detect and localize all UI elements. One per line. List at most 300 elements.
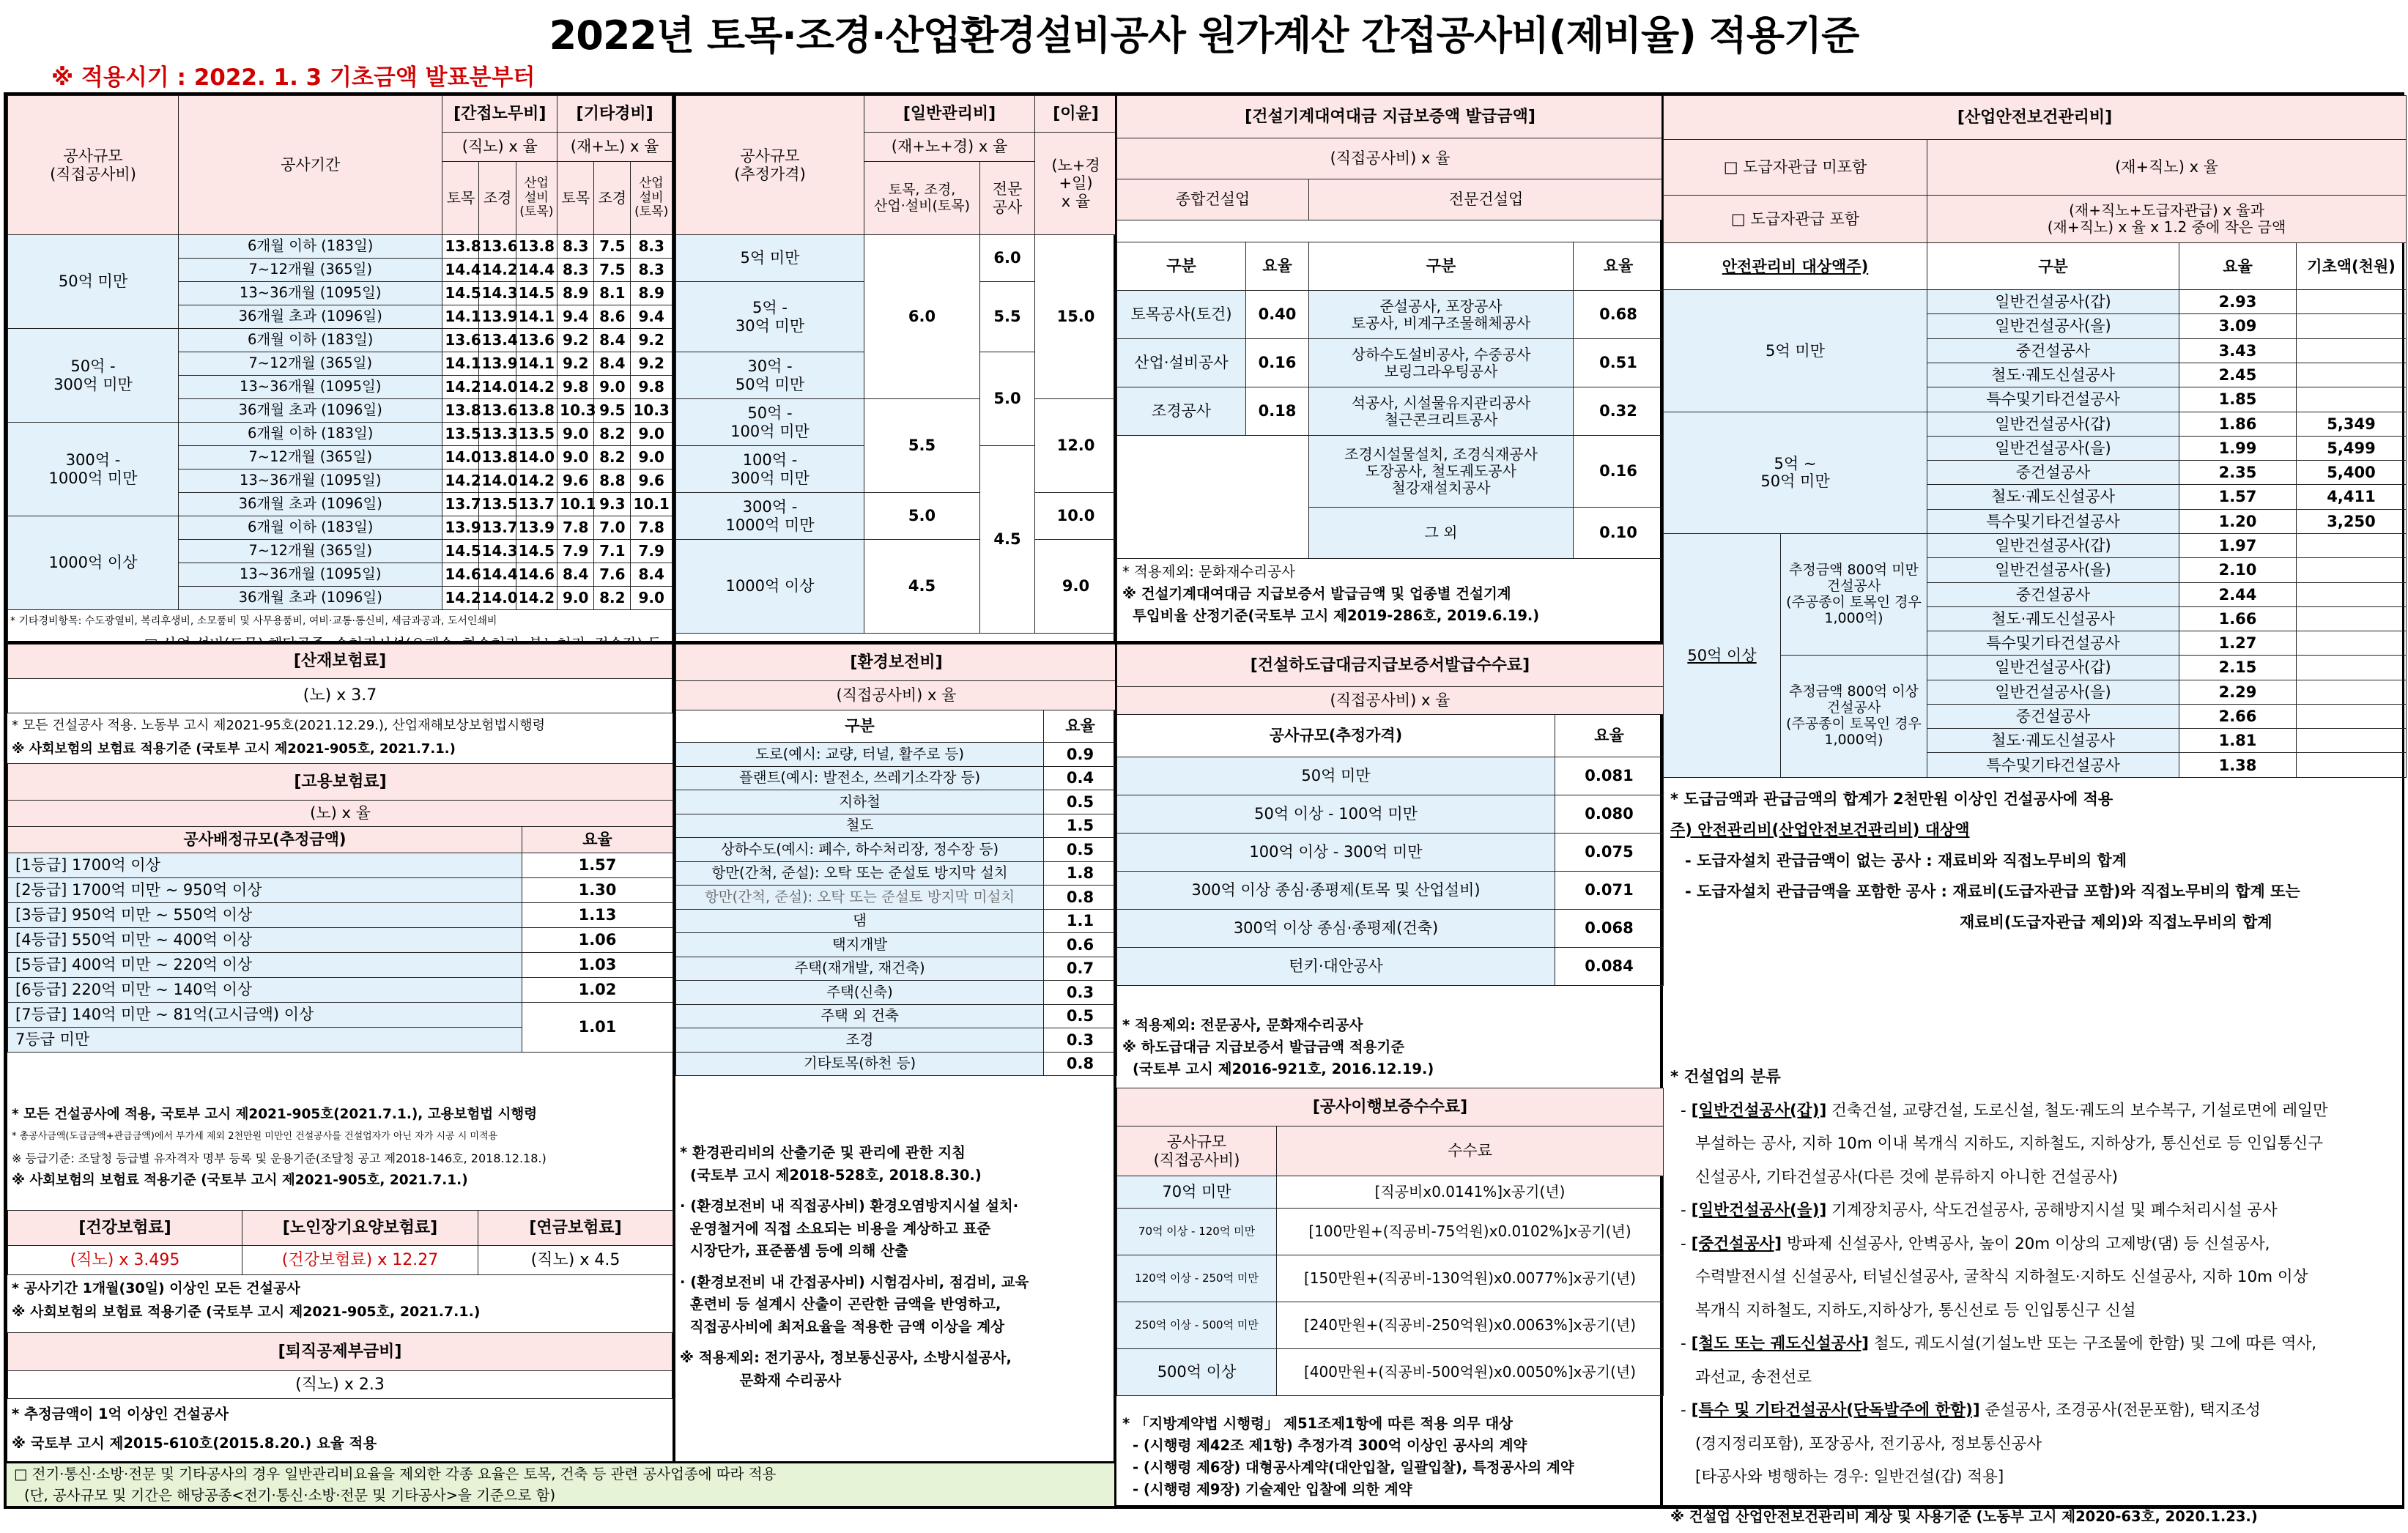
rate-cell: 14.4 xyxy=(479,563,516,587)
subcontract-formula: (직접공사비) x 율 xyxy=(1117,687,1664,715)
specialty-type: 조경시설물설치, 조경식재공사 도장공사, 철도궤도공사 철강재설치공사 xyxy=(1309,436,1574,508)
header-profit: [이윤] xyxy=(1035,96,1117,133)
base-cell xyxy=(2297,533,2407,557)
rate-cell: 14.2 xyxy=(442,469,479,493)
grade-cell: 7등급 미만 xyxy=(8,1028,522,1053)
rate-cell: 9.0 xyxy=(631,587,673,610)
rate-cell: 2.15 xyxy=(2179,656,2297,680)
employment-note-4: ※ 사회보험의 보험료 적용기준 (국토부 고시 제2021-905호, 2021.7.1.) xyxy=(12,1170,547,1192)
rate-cell: 8.4 xyxy=(631,563,673,587)
rate-cell: 13.6 xyxy=(442,329,479,352)
rate-cell: 14.0 xyxy=(479,587,516,610)
specialty-rate: 5.5 xyxy=(980,282,1035,352)
type-cell: 철도·궤도신설공사 xyxy=(1927,485,2179,509)
rate-cell: 9.3 xyxy=(594,493,631,516)
classification-line xyxy=(1670,1161,2328,1195)
bond-title: [공사이행보증수수료] xyxy=(1117,1088,1664,1126)
env-rate-cell: 1.5 xyxy=(1044,814,1117,838)
table-row xyxy=(1117,242,1664,291)
scale-cell: 5억 - 30억 미만 xyxy=(676,282,864,352)
accident-note-2: ※ 사회보험의 보험료 적용기준 (국토부 고시 제2021-905호, 2021.7.1.) xyxy=(12,738,545,761)
bond-scale-cell: 70억 이상 - 120억 미만 xyxy=(1117,1209,1277,1255)
bond-fee-cell: [150만원+(직공비-130억원)x0.0077%]x공기(년) xyxy=(1277,1255,1664,1302)
subcontract-note-1: * 적용제외: 전문공사, 문화재수리공사 xyxy=(1122,1014,1434,1036)
base-cell xyxy=(2297,314,2407,338)
table-row xyxy=(676,645,1117,681)
rate-cell: 7.1 xyxy=(594,540,631,563)
table-row xyxy=(1664,290,2407,314)
period-cell: 36개월 초과 (1096일) xyxy=(179,305,442,329)
table-row xyxy=(676,540,1117,634)
base-cell: 5,349 xyxy=(2297,412,2407,436)
general-rate: 0.18 xyxy=(1246,387,1309,436)
formula-other-expense: (재+노) x 율 xyxy=(557,133,673,162)
rate-cell: 14.1 xyxy=(516,352,557,376)
base-cell xyxy=(2297,680,2407,704)
specialty-rate: 0.10 xyxy=(1574,508,1664,559)
header-specialty: 전문 공사 xyxy=(980,162,1035,235)
table-row xyxy=(676,790,1117,814)
accident-insurance-formula: (노) x 3.7 xyxy=(8,679,673,713)
table-row xyxy=(1664,533,2407,557)
header-col: 토목 xyxy=(557,162,594,235)
header-indirect-labor: [간접노무비] xyxy=(442,96,557,133)
environment-note xyxy=(680,1187,1029,1195)
specialty-rate: 0.16 xyxy=(1574,436,1664,508)
period-cell: 6개월 이하 (183일) xyxy=(179,329,442,352)
period-cell: 13~36개월 (1095일) xyxy=(179,282,442,305)
environment-note: 직접공사비에 최저요율을 적용한 금액 이상을 계상 xyxy=(680,1316,1029,1339)
environment-note: 훈련비 등 설계시 산출이 곤란한 금액을 반영하고, xyxy=(680,1293,1029,1316)
rate-cell: 14.5 xyxy=(516,540,557,563)
base-cell xyxy=(2297,656,2407,680)
grade-cell: [2등급] 1700억 미만 ~ 950억 이상 xyxy=(8,878,522,903)
subcontract-rate-cell: 0.084 xyxy=(1555,948,1664,986)
rate-cell: 14.1 xyxy=(516,305,557,329)
table-row xyxy=(1117,138,1664,179)
table-row xyxy=(676,981,1117,1005)
rate-cell: 8.6 xyxy=(594,305,631,329)
header-specialty-construction: 전문건설업 xyxy=(1309,179,1664,220)
env-type-cell: 항만(간척, 준설): 오탁 또는 준설토 방지막 설치 xyxy=(676,861,1044,886)
subcontract-rate-cell: 0.081 xyxy=(1555,757,1664,795)
table-row xyxy=(1117,948,1664,986)
rate-cell: 13.7 xyxy=(516,493,557,516)
subcontract-rate-cell: 0.068 xyxy=(1555,910,1664,948)
environment-note xyxy=(680,1338,1029,1347)
page-title: 2022년 토목·조경·산업환경설비공사 원가계산 간접공사비(제비율) 적용기준 xyxy=(0,0,2408,72)
base-cell xyxy=(2297,582,2407,606)
header-fee: 수수료 xyxy=(1277,1126,1664,1176)
footer-note xyxy=(6,1463,1115,1507)
header-scale: 공사규모 (직접공사비) xyxy=(1117,1126,1277,1176)
subcontract-scale-cell: 100억 이상 - 300억 미만 xyxy=(1117,834,1555,872)
environment-note: ※ 적용제외: 전기공사, 정보통신공사, 소방시설공사, xyxy=(680,1347,1029,1370)
formula-excl: (재+직노) x 율 xyxy=(1927,139,2407,195)
retirement-note-1: * 추정금액이 1억 이상인 건설공사 xyxy=(12,1400,377,1429)
classification-label: [중건설공사] xyxy=(1692,1235,1782,1253)
env-type-cell: 주택(신축) xyxy=(676,981,1044,1005)
general-type: 조경공사 xyxy=(1117,387,1246,436)
rate-cell: 9.0 xyxy=(631,446,673,469)
employment-insurance-formula: (노) x 율 xyxy=(8,801,673,827)
table-row xyxy=(1664,243,2407,290)
bond-note: * 「지방계약법 시행령」 제51조제1항에 따른 적용 의무 대상 xyxy=(1122,1413,1574,1435)
period-cell: 7~12개월 (365일) xyxy=(179,540,442,563)
env-type-cell: 택지개발 xyxy=(676,933,1044,957)
environment-note: · (환경보전비 내 직접공사비) 환경오염방지시설 설치· xyxy=(680,1195,1029,1218)
rate-cell: 8.8 xyxy=(594,469,631,493)
type-cell: 중건설공사 xyxy=(1927,704,2179,728)
subcontract-title: [건설하도급대금지급보증서발급수수료] xyxy=(1117,645,1664,687)
specialty-type: 그 외 xyxy=(1309,508,1574,559)
env-type-cell: 조경 xyxy=(676,1028,1044,1053)
rate-cell: 13.5 xyxy=(479,493,516,516)
classification-line xyxy=(1670,1460,2328,1494)
rate-cell: 14.2 xyxy=(516,587,557,610)
period-cell: 36개월 초과 (1096일) xyxy=(179,399,442,423)
table-row xyxy=(676,766,1117,790)
classification-footer: ※ 건설업 산업안전보건관리비 계상 및 사용기준 (노동부 고시 제2020-63호, 2020.1.23.) xyxy=(1670,1500,2328,1533)
base-cell: 5,499 xyxy=(2297,436,2407,460)
environment-section xyxy=(674,642,1115,1463)
rate-cell: 13.8 xyxy=(442,235,479,259)
bond-scale-cell: 500억 이상 xyxy=(1117,1349,1277,1396)
general-rate: 0.16 xyxy=(1246,339,1309,387)
rate-cell: 14.2 xyxy=(516,469,557,493)
specialty-rate: 4.5 xyxy=(980,446,1035,634)
type-cell: 일반건설공사(갑) xyxy=(1927,412,2179,436)
table-row xyxy=(676,493,1117,540)
table-row xyxy=(676,96,1117,133)
profit-rate: 15.0 xyxy=(1035,235,1117,399)
formula-indirect-labor: (직노) x 율 xyxy=(442,133,557,162)
classification-label: [일반건설공사(갑)] xyxy=(1692,1102,1827,1120)
rate-cell: 13.8 xyxy=(516,399,557,423)
header-general-construction: 종합건설업 xyxy=(1117,179,1309,220)
safety-note: * 도급금액과 관급금액의 합계가 2천만원 이상인 건설공사에 적용 xyxy=(1670,784,2300,814)
footer-line-2: (단, 공사규모 및 기간은 해당공종<전기·통신·소방·전문 및 기타공사>을 기준으로 함) xyxy=(14,1485,776,1506)
safety-note: 재료비(도급자관급 제외)와 직접노무비의 합계 xyxy=(1670,907,2300,938)
rate-cell: 1.81 xyxy=(2179,729,2297,753)
rate-cell: 14.5 xyxy=(442,540,479,563)
table-row xyxy=(1117,1255,1664,1302)
classification-label: [일반건설공사(을)] xyxy=(1692,1201,1827,1220)
rate-cell: 7.5 xyxy=(594,235,631,259)
rate-cell: 13.6 xyxy=(516,329,557,352)
specialty-rate: 0.32 xyxy=(1574,387,1664,436)
rate-cell: 2.66 xyxy=(2179,704,2297,728)
specialty-type: 상하수도설비공사, 수중공사 보링그라우팅공사 xyxy=(1309,339,1574,387)
rate-cell: 9.0 xyxy=(557,423,594,446)
spacer xyxy=(1117,220,1664,242)
bond-fee-cell: [100만원+(직공비-75억원)x0.0102%]x공기(년) xyxy=(1277,1209,1664,1255)
header-other-expense: [기타경비] xyxy=(557,96,673,133)
rate-cell: 8.3 xyxy=(631,235,673,259)
health-insurance-title: [건강보험료] xyxy=(8,1211,242,1246)
header-type: 구분 xyxy=(676,710,1044,743)
rate-cell: 1.86 xyxy=(2179,412,2297,436)
env-type-cell: 항만(간척, 준설): 오탁 또는 준설토 방지막 미설치 xyxy=(676,886,1044,910)
rate-cell: 1.57 xyxy=(522,853,673,878)
table-row xyxy=(676,235,1117,282)
env-rate-cell: 0.5 xyxy=(1044,1004,1117,1028)
type-cell: 중건설공사 xyxy=(1927,338,2179,363)
long-term-care-title: [노인장기요양보험료] xyxy=(242,1211,478,1246)
rate-cell: 8.9 xyxy=(631,282,673,305)
general-rate: 5.0 xyxy=(864,493,980,540)
rate-cell: 2.35 xyxy=(2179,461,2297,485)
env-rate-cell: 1.1 xyxy=(1044,909,1117,933)
env-rate-cell: 0.8 xyxy=(1044,886,1117,910)
health-note-1: * 공사기간 1개월(30일) 이상인 모든 건설공사 xyxy=(12,1277,481,1300)
table-row xyxy=(1117,795,1664,834)
env-rate-cell: 0.5 xyxy=(1044,838,1117,862)
base-cell xyxy=(2297,729,2407,753)
specialty-rate: 6.0 xyxy=(980,235,1035,282)
table-row xyxy=(8,329,673,352)
rate-cell: 1.01 xyxy=(522,1003,673,1053)
env-rate-cell: 1.8 xyxy=(1044,861,1117,886)
rate-cell: 13.8 xyxy=(516,235,557,259)
rate-cell: 13.9 xyxy=(479,305,516,329)
subcontract-scale-cell: 턴키·대안공사 xyxy=(1117,948,1555,986)
env-type-cell: 철도 xyxy=(676,814,1044,838)
header-col: 요율 xyxy=(1574,242,1664,291)
bond-scale-cell: 70억 미만 xyxy=(1117,1176,1277,1209)
rate-cell: 14.0 xyxy=(442,446,479,469)
table-row xyxy=(1117,872,1664,910)
header-scale: 공사규모 (직접공사비) xyxy=(8,96,179,235)
subcontract-scale-cell: 300억 이상 종심·종평제(토목 및 산업설비) xyxy=(1117,872,1555,910)
table-row xyxy=(1664,139,2407,195)
table-row xyxy=(8,423,673,446)
table-row xyxy=(676,681,1117,710)
health-insurance-value: (직노) x 3.495 xyxy=(8,1246,242,1275)
table-row xyxy=(676,743,1117,767)
rate-cell: 2.45 xyxy=(2179,363,2297,387)
rate-cell: 13.5 xyxy=(442,423,479,446)
rate-cell: 1.85 xyxy=(2179,387,2297,412)
scale-cell: 50억 이상 xyxy=(1664,533,1781,777)
subcontract-scale-cell: 300억 이상 종심·종평제(건축) xyxy=(1117,910,1555,948)
classification-label: [철도 또는 궤도신설공사] xyxy=(1692,1335,1869,1353)
period-cell: 7~12개월 (365일) xyxy=(179,352,442,376)
rate-cell: 10.1 xyxy=(557,493,594,516)
table-row xyxy=(676,710,1117,743)
env-rate-cell: 0.4 xyxy=(1044,766,1117,790)
classification-line: - [중건설공사] 방파제 신설공사, 안벽공사, 높이 20m 이상의 고제방(댐) 등 신설공사, xyxy=(1670,1228,2328,1261)
rate-cell: 14.4 xyxy=(442,259,479,282)
table-row xyxy=(1117,757,1664,795)
base-cell xyxy=(2297,606,2407,631)
table-row xyxy=(1117,715,1664,757)
rate-cell: 8.2 xyxy=(594,446,631,469)
rate-cell: 7.9 xyxy=(631,540,673,563)
rate-cell: 7.9 xyxy=(557,540,594,563)
rate-cell: 7.0 xyxy=(594,516,631,540)
period-cell: 6개월 이하 (183일) xyxy=(179,423,442,446)
header-target-amount: 안전관리비 대상액주) xyxy=(1664,243,1927,290)
rate-cell: 14.1 xyxy=(442,305,479,329)
header-rate: 요율 xyxy=(522,827,673,853)
subcontract-scale-cell: 50억 이상 - 100억 미만 xyxy=(1117,795,1555,834)
header-base-amount: 기초액(천원) xyxy=(2297,243,2407,290)
rate-cell: 14.5 xyxy=(442,282,479,305)
table-row xyxy=(676,838,1117,862)
rate-cell: 14.0 xyxy=(479,469,516,493)
environment-title: [환경보전비] xyxy=(676,645,1117,681)
classification-line xyxy=(1670,1294,2328,1328)
grade-cell: [3등급] 950억 미만 ~ 550억 이상 xyxy=(8,903,522,928)
environment-note: * 환경관리비의 산출기준 및 관리에 관한 지침 xyxy=(680,1142,1029,1165)
formula-profit: (노+경+일) x 율 xyxy=(1035,133,1117,235)
period-cell: 7~12개월 (365일) xyxy=(179,259,442,282)
bond-fee-cell: [직공비x0.0141%]x공기(년) xyxy=(1277,1176,1664,1209)
rate-cell: 14.0 xyxy=(479,376,516,399)
rate-cell: 14.6 xyxy=(516,563,557,587)
table-row xyxy=(1117,387,1664,436)
accident-insurance-title: [산재보험료] xyxy=(8,645,673,679)
rate-cell: 13.3 xyxy=(479,423,516,446)
classification-text: 부설하는 공사, 지하 10m 이내 복개식 지하도, 지하철도, 지하상가, 통신선로 등 인입통신구 xyxy=(1695,1135,2323,1153)
base-cell xyxy=(2297,704,2407,728)
header-rate: 요율 xyxy=(2179,243,2297,290)
profit-rate: 12.0 xyxy=(1035,399,1117,493)
table-row xyxy=(8,953,673,978)
rate-cell: 14.4 xyxy=(516,259,557,282)
formula-incl: (재+직노+도급자관급) x 율과 (재+직노) x 율 x 1.2 중에 작은 금액 xyxy=(1927,195,2407,243)
safety-note: - 도급자설치 관급금액이 없는 공사 : 재료비와 직접노무비의 합계 xyxy=(1670,845,2300,876)
classification-line xyxy=(1670,1361,2328,1395)
table-row xyxy=(8,610,673,632)
option-excl-government-supply: □ 도급자관급 미포함 xyxy=(1664,139,1927,195)
table-row xyxy=(676,909,1117,933)
classification-title: * 건설업의 분류 xyxy=(1670,1061,2328,1094)
type-cell: 철도·궤도신설공사 xyxy=(1927,729,2179,753)
environment-note: 시장단가, 표준품셈 등에 의해 산출 xyxy=(680,1240,1029,1263)
rate-cell: 1.66 xyxy=(2179,606,2297,631)
rate-cell: 1.97 xyxy=(2179,533,2297,557)
specialty-rate: 0.68 xyxy=(1574,291,1664,339)
rate-cell: 8.2 xyxy=(594,423,631,446)
rate-cell: 9.2 xyxy=(557,329,594,352)
table-row xyxy=(1117,1302,1664,1349)
rate-cell: 13.6 xyxy=(479,235,516,259)
environment-note: 문화재 수리공사 xyxy=(680,1370,1029,1392)
table-row xyxy=(1117,436,1664,508)
type-cell: 일반건설공사(을) xyxy=(1927,314,2179,338)
rate-cell: 2.29 xyxy=(2179,680,2297,704)
env-rate-cell: 0.3 xyxy=(1044,1028,1117,1053)
table-row xyxy=(1117,1209,1664,1255)
base-cell xyxy=(2297,558,2407,582)
rate-cell: 1.27 xyxy=(2179,631,2297,656)
general-rate: 0.40 xyxy=(1246,291,1309,339)
bond-scale-cell: 120억 이상 - 250억 미만 xyxy=(1117,1255,1277,1302)
classification-text: 신설공사, 기타건설공사(다른 것에 분류하지 아니한 건설공사) xyxy=(1695,1168,2118,1187)
subcontract-rate-cell: 0.071 xyxy=(1555,872,1664,910)
table-row xyxy=(8,827,673,853)
machine-note-2: ※ 건설기계대여대금 지급보증서 발급금액 및 업종별 건설기계 xyxy=(1122,583,1539,605)
classification-text: 건축건설, 교량건설, 도로신설, 철도·궤도의 보수복구, 기설로면에 레일만 xyxy=(1831,1102,2327,1120)
header-rate: 요율 xyxy=(1044,710,1117,743)
machine-rental-guarantee xyxy=(1115,94,1661,642)
classification-text: 기계장치공사, 삭도건설공사, 공해방지시설 및 폐수처리시설 공사 xyxy=(1831,1201,2278,1220)
rate-cell: 13.5 xyxy=(516,423,557,446)
rate-cell: 9.8 xyxy=(557,376,594,399)
scale-cell: 100억 - 300억 미만 xyxy=(676,446,864,493)
type-cell: 중건설공사 xyxy=(1927,461,2179,485)
classification-text: 복개식 지하철도, 지하도,지하상가, 통신선로 등 인입통신구 신설 xyxy=(1695,1302,2136,1320)
rate-cell: 13.7 xyxy=(442,493,479,516)
table-row xyxy=(8,516,673,540)
rate-cell: 8.3 xyxy=(631,259,673,282)
rate-cell: 13.6 xyxy=(479,399,516,423)
classification-text: 방파제 신설공사, 안벽공사, 높이 20m 이상의 고제방(댐) 등 신설공사, xyxy=(1787,1235,2270,1253)
header-col: 산업 설비 (토목) xyxy=(516,162,557,235)
table-row xyxy=(1117,179,1664,220)
header-period: 공사기간 xyxy=(179,96,442,235)
rate-cell: 9.2 xyxy=(631,329,673,352)
profit-rate: 9.0 xyxy=(1035,540,1117,634)
general-rate: 4.5 xyxy=(864,540,980,634)
sub-scale-cell: 추정금액 800억 이상 건설공사 (주공종이 토목인 경우 1,000억) xyxy=(1781,656,1927,778)
period-cell: 36개월 초과 (1096일) xyxy=(179,587,442,610)
subcontract-scale-cell: 50억 미만 xyxy=(1117,757,1555,795)
safety-title: [산업안전보건관리비] xyxy=(1664,96,2407,140)
classification-text: [타공사와 병행하는 경우: 일반건설(갑) 적용] xyxy=(1695,1468,2004,1486)
type-cell: 특수및기타건설공사 xyxy=(1927,509,2179,533)
rate-cell: 9.2 xyxy=(557,352,594,376)
safety-note: - 도급자설치 관급금액을 포함한 공사 : 재료비(도급자관급 포함)와 직접노무비의 합계 또는 xyxy=(1670,876,2300,907)
table-row xyxy=(8,878,673,903)
insurance-section xyxy=(6,642,674,1463)
table-row xyxy=(676,861,1117,886)
rate-cell: 9.2 xyxy=(631,352,673,376)
header-general-management: [일반관리비] xyxy=(864,96,1035,133)
labor-expense-table xyxy=(6,94,674,642)
rate-cell: 1.06 xyxy=(522,928,673,953)
machine-title: [건설기계대여대금 지급보증액 발급금액] xyxy=(1117,96,1664,138)
type-cell: 철도·궤도신설공사 xyxy=(1927,606,2179,631)
rate-cell: 14.2 xyxy=(442,587,479,610)
employment-note-1: * 모든 건설공사에 적용, 국토부 고시 제2021-905호(2021.7.1.), 고용보험법 시행령 xyxy=(12,1104,547,1126)
rate-cell: 8.4 xyxy=(594,352,631,376)
table-row xyxy=(1117,1176,1664,1209)
rate-cell: 2.44 xyxy=(2179,582,2297,606)
general-type: 토목공사(토건) xyxy=(1117,291,1246,339)
header-col: 조경 xyxy=(479,162,516,235)
rate-cell: 2.93 xyxy=(2179,290,2297,314)
classification-text: 준설공사, 조경공사(전문포함), 택지조성 xyxy=(1985,1401,2261,1419)
rate-cell: 9.5 xyxy=(594,399,631,423)
classification-text: 수력발전시설 신설공사, 터널신설공사, 굴착식 지하철도·지하도 신설공사, 지하 10m 이상 xyxy=(1695,1268,2308,1286)
classification-line xyxy=(1670,1127,2328,1161)
classification-text: 과선교, 송전선로 xyxy=(1695,1368,1812,1387)
rate-cell: 14.1 xyxy=(442,352,479,376)
scale-cell: 50억 - 100억 미만 xyxy=(676,399,864,446)
period-cell: 36개월 초과 (1096일) xyxy=(179,493,442,516)
pension-title: [연금보험료] xyxy=(478,1211,673,1246)
rate-cell: 13.8 xyxy=(442,399,479,423)
env-type-cell: 플랜트(예시: 발전소, 쓰레기소각장 등) xyxy=(676,766,1044,790)
general-type: 산업·설비공사 xyxy=(1117,339,1246,387)
period-cell: 13~36개월 (1095일) xyxy=(179,563,442,587)
environment-note: 운영철거에 직접 소요되는 비용을 계상하고 표준 xyxy=(680,1218,1029,1241)
table-row xyxy=(1664,96,2407,140)
header-col: 구분 xyxy=(1117,242,1246,291)
